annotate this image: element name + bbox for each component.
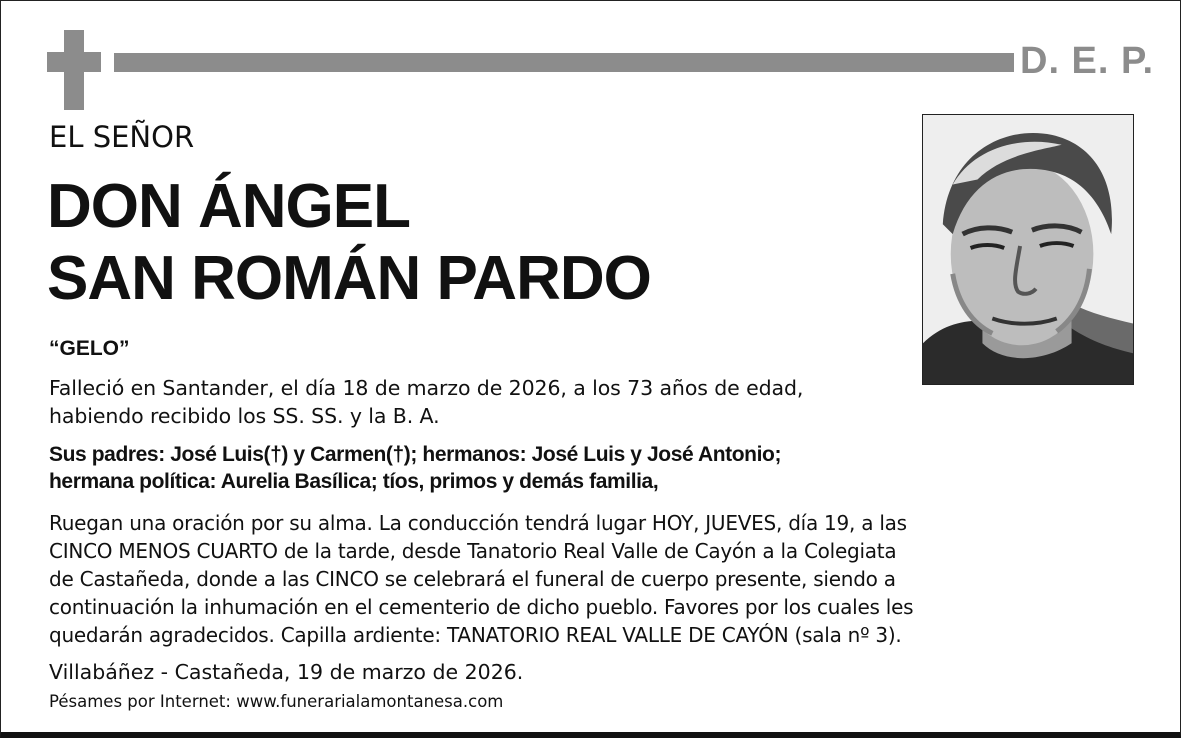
funeral-line: Ruegan una oración por su alma. La conducción tendrá lugar HOY, JUEVES, día 19, a las [49,511,907,535]
funeral-line: continuación la inhumación en el cementerio de dicho pueblo. Favores por los cuales les [49,595,914,619]
header-divider [114,53,1014,72]
funeral-line: CINCO MENOS CUARTO de la tarde, desde Tanatorio Real Valle de Cayón a la Colegiata [49,539,897,563]
funeral-line: quedarán agradecidos. Capilla ardiente: TANATORIO REAL VALLE DE CAYÓN (sala nº 3). [49,623,902,647]
family-line: Sus padres: José Luis(†) y Carmen(†); hermanos: José Luis y José Antonio; [49,443,782,466]
honorific: EL SEÑOR [49,120,195,154]
deceased-name [47,171,651,315]
death-notice [49,374,803,430]
name-line-2: SAN ROMÁN PARDO [47,244,651,313]
funeral-line: de Castañeda, donde a las CINCO se celebrará el funeral de cuerpo presente, siendo a [49,567,896,591]
funeral-details [49,509,913,649]
cross-icon [47,30,101,110]
portrait-illustration [923,115,1133,384]
death-line: Falleció en Santander, el día 18 de marzo de 2026, a los 73 años de edad, [49,376,804,400]
condolences-link[interactable]: Pésames por Internet: www.funerarialamontanesa.com [49,692,504,711]
place-date: Villabáñez - Castañeda, 19 de marzo de 2026. [49,660,524,684]
family-line: hermana política: Aurelia Basílica; tíos, primos y demás familia, [49,470,659,493]
nickname: “GELO” [49,337,130,360]
death-line: habiendo recibido los SS. SS. y la B. A. [49,404,440,428]
dep-label: D. E. P. [1020,40,1155,82]
family-list [49,441,781,495]
portrait-photo [922,114,1134,385]
name-line-1: DON ÁNGEL [47,172,410,241]
